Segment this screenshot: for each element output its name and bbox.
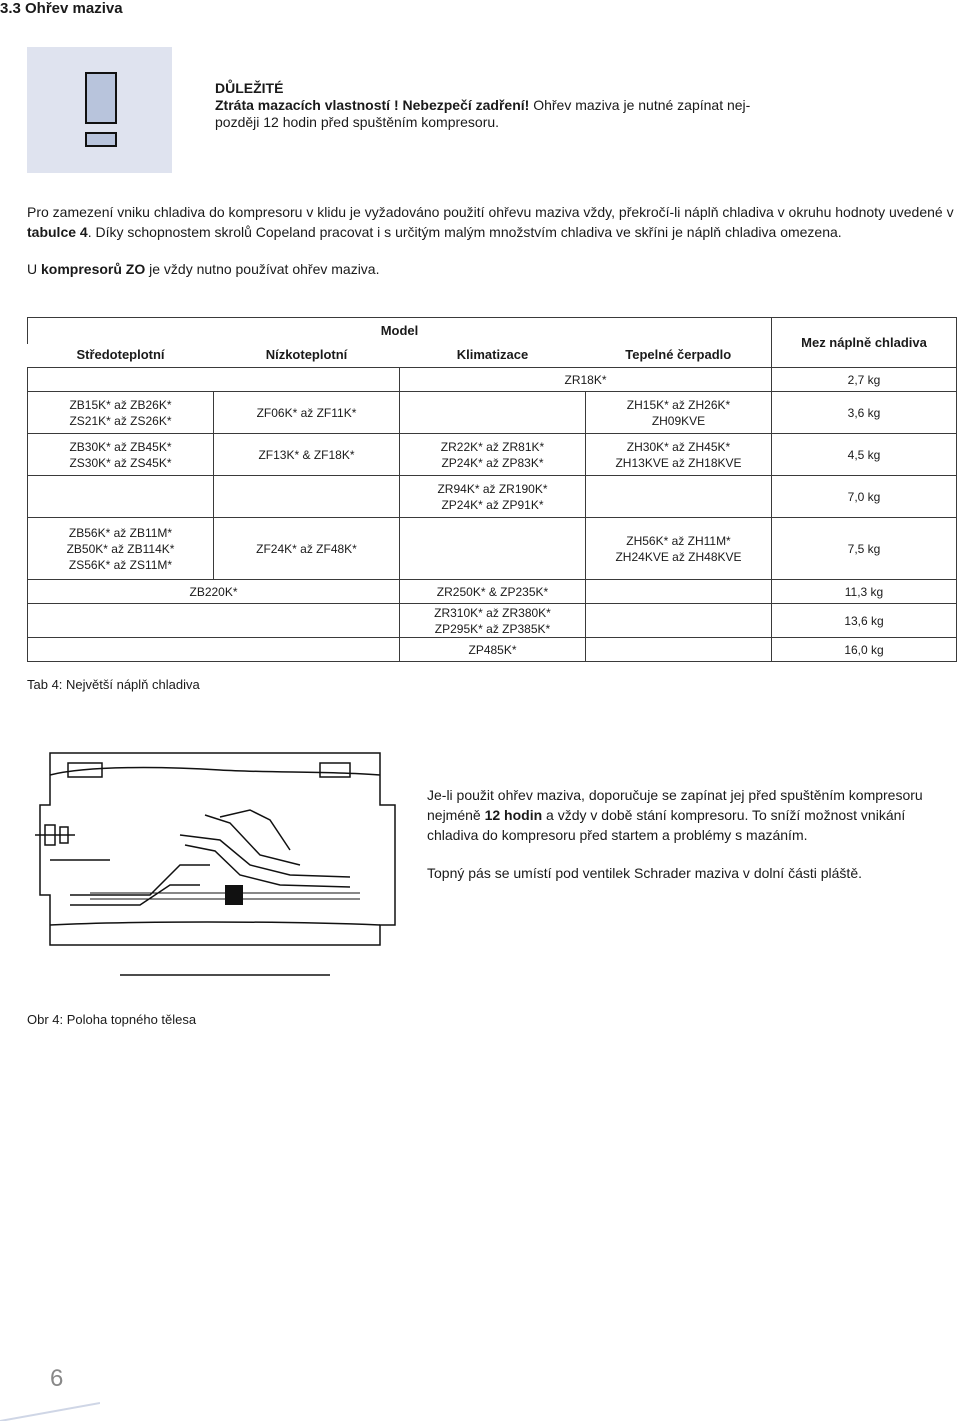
limit-cell: 16,0 kg [772, 638, 957, 662]
column-header: Klimatizace [400, 344, 586, 368]
table-cell [586, 476, 772, 518]
figure-text-p2: Topný pás se umístí pod ventilek Schrader maziva v dolní části pláště. [427, 865, 862, 881]
limit-cell: 4,5 kg [772, 434, 957, 476]
table-cell: ZF24K* až ZF48K* [214, 518, 400, 580]
table-cell: ZR310K* až ZR380K* ZP295K* až ZP385K* [400, 604, 586, 638]
table-row [28, 580, 957, 604]
limit-cell: 7,5 kg [772, 518, 957, 580]
table-cell: ZB56K* až ZB11M* ZB50K* až ZB114K* ZS56K* až ZS11M* [28, 518, 214, 580]
table-cell: ZB30K* až ZB45K* ZS30K* až ZS45K* [28, 434, 214, 476]
paragraph-2-text-2: je vždy nutno používat ohřev maziva. [145, 261, 380, 277]
header-limit: Mez náplně chladiva [772, 318, 957, 368]
important-bold: Ztráta mazacích vlastností ! Nebezpečí zadření! [215, 97, 530, 113]
table-cell [28, 476, 214, 518]
table-cell: ZR22K* až ZR81K* ZP24K* až ZP83K* [400, 434, 586, 476]
table-cell: ZH30K* až ZH45K* ZH13KVE až ZH18KVE [586, 434, 772, 476]
figure-text-bold: 12 hodin [484, 807, 543, 823]
limit-cell: 3,6 kg [772, 392, 957, 434]
limit-cell: 7,0 kg [772, 476, 957, 518]
table-cell [28, 368, 400, 392]
paragraph-1-bold: tabulce 4 [27, 224, 88, 240]
heater-marker [225, 885, 243, 905]
important-heading: DŮLEŽITÉ [215, 80, 284, 96]
important-line2: později 12 hodin před spuštěním kompresoru. [215, 114, 500, 130]
paragraph-1-text-2: . Díky schopnostem skrolů Copeland pracovat i s určitým malým množstvím chladiva ve skříni je náplň chladiva omezena. [87, 224, 842, 240]
table-cell: ZR94K* až ZR190K* ZP24K* až ZP91K* [400, 476, 586, 518]
paragraph-2-text: U [27, 261, 41, 277]
limit-cell: 11,3 kg [772, 580, 957, 604]
section-title: 3.3 Ohřev maziva [0, 0, 123, 17]
column-header: Středoteplotní [28, 344, 214, 368]
paragraph-2 [27, 259, 960, 279]
table-row [28, 434, 957, 476]
table-row [28, 368, 957, 392]
table-row [28, 604, 957, 638]
table-cell [28, 604, 400, 638]
figure-text-p1: Je-li použit ohřev maziva, doporučuje se zapínat jej před spuštěním kompresoru nejméně [427, 787, 923, 823]
table-caption: Tab 4: Největší náplň chladiva [27, 677, 200, 692]
important-line1: Ohřev maziva je nutné zapínat nej- [529, 97, 751, 113]
table-cell: ZR250K* & ZP235K* [400, 580, 586, 604]
table-cell: ZH15K* až ZH26K* ZH09KVE [586, 392, 772, 434]
table-cell: ZH56K* až ZH11M* ZH24KVE až ZH48KVE [586, 518, 772, 580]
warning-icon [85, 72, 117, 124]
table-cell: ZF13K* & ZF18K* [214, 434, 400, 476]
column-header: Nízkoteplotní [214, 344, 400, 368]
table-cell [28, 638, 400, 662]
figure-text-p1-2: a vždy v době stání kompresoru. To sníží možnost vnikání chladiva do kompresoru před startem a problémy s mazáním. [427, 807, 906, 843]
compressor-heater-figure [30, 745, 410, 995]
refrigerant-charge-table [27, 317, 956, 668]
figure-text [427, 785, 960, 883]
limit-cell: 13,6 kg [772, 604, 957, 638]
page-number: 6 [50, 1365, 64, 1392]
table-cell [586, 604, 772, 638]
header-model: Model [28, 318, 772, 344]
column-header: Tepelné čerpadlo [586, 344, 772, 368]
table-cell: ZB15K* až ZB26K* ZS21K* až ZS26K* [28, 392, 214, 434]
table-row [28, 392, 957, 434]
important-notice-box [27, 47, 172, 173]
table-cell: ZP485K* [400, 638, 586, 662]
table-cell [400, 518, 586, 580]
paragraph-1 [27, 202, 960, 242]
paragraph-2-bold: kompresorů ZO [41, 261, 146, 277]
paragraph-1-text: Pro zamezení vniku chladiva do kompresoru v klidu je vyžadováno použití ohřevu maziva vždy, překročí-li náplň chladiva v okruhu hodnoty uvedené v [27, 204, 954, 220]
limit-cell: 2,7 kg [772, 368, 957, 392]
table-cell: ZB220K* [28, 580, 400, 604]
warning-icon-dot [85, 132, 117, 147]
page-corner-decoration [0, 1385, 100, 1421]
figure-caption: Obr 4: Poloha topného tělesa [27, 1012, 197, 1027]
table-cell [400, 392, 586, 434]
table-cell [586, 638, 772, 662]
important-notice-text [215, 80, 825, 131]
table-cell [586, 580, 772, 604]
table-row [28, 518, 957, 580]
table-cell: ZF06K* až ZF11K* [214, 392, 400, 434]
table-cell [214, 476, 400, 518]
table-cell: ZR18K* [400, 368, 772, 392]
table-row [28, 638, 957, 662]
table-row [28, 476, 957, 518]
